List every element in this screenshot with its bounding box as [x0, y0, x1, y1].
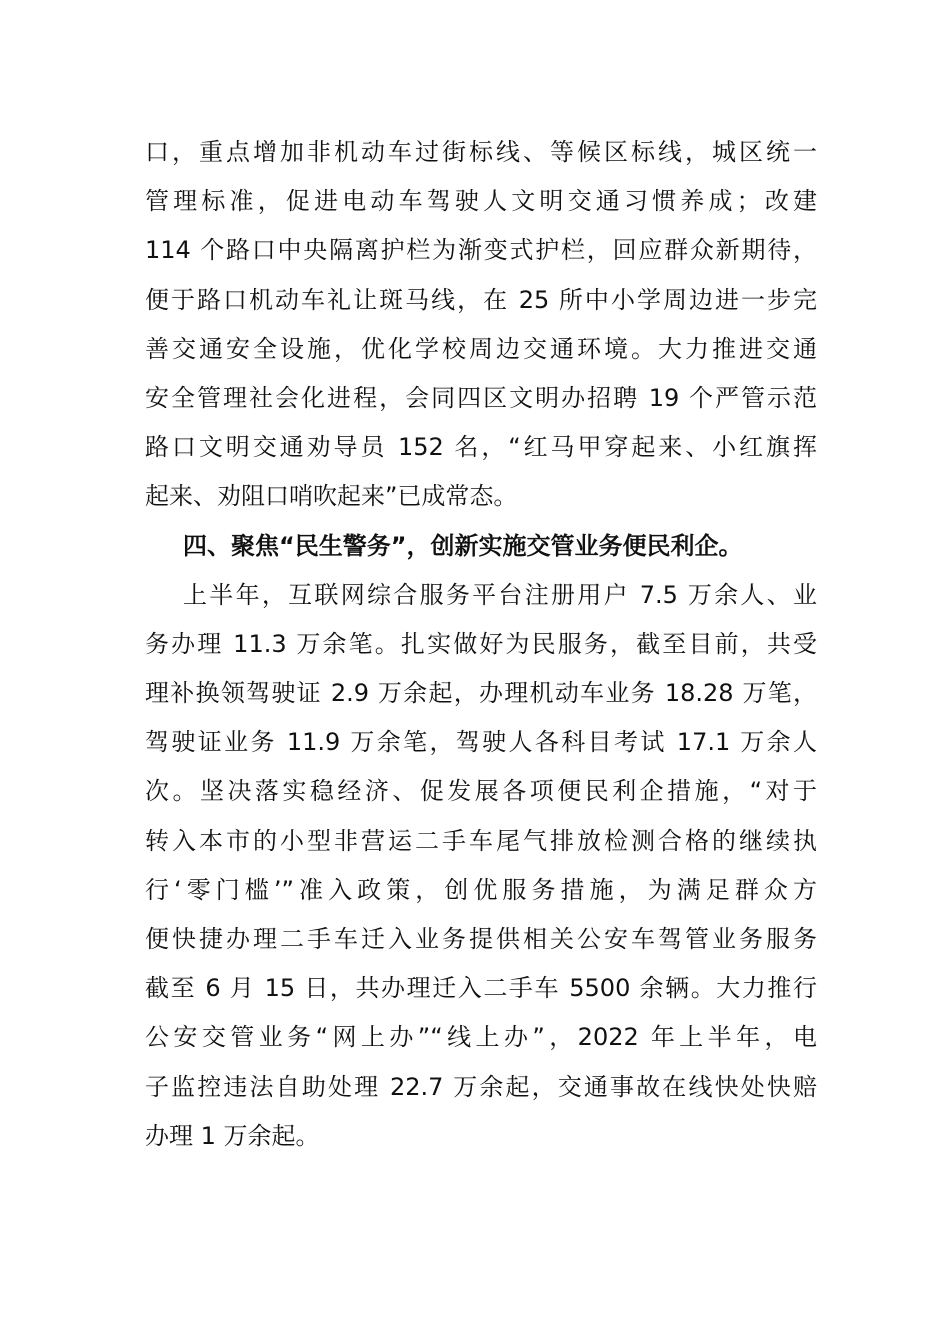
paragraph-line: 管理标准，促进电动车驾驶人文明交通习惯养成；改建: [145, 187, 817, 216]
paragraph-line: 驾驶证业务 11.9 万余笔，驾驶人各科目考试 17.1 万余人: [145, 728, 817, 757]
paragraph-line: 善交通安全设施，优化学校周边交通环境。大力推进交通: [145, 334, 817, 363]
paragraph-line: 便快捷办理二手车迁入业务提供相关公安车驾管业务服务: [145, 925, 817, 953]
paragraph-line: 起来、劝阻口哨吹起来”已成常态。: [145, 482, 518, 511]
paragraph-line: 办理 1 万余起。: [145, 1121, 320, 1150]
paragraph-line: 子监控违法自助处理 22.7 万余起，交通事故在线快处快赔: [145, 1072, 817, 1101]
paragraph-line: 114 个路口中央隔离护栏为渐变式护栏，回应群众新期待，: [145, 236, 817, 265]
paragraph-line: 口，重点增加非机动车过街标线、等候区标线，城区统一: [145, 138, 817, 166]
document-body: [145, 128, 817, 1161]
paragraph-line: 行‘零门槛’”准入政策，创优服务措施，为满足群众方: [145, 875, 817, 904]
paragraph-line: 理补换领驾驶证 2.9 万余起，办理机动车业务 18.28 万笔，: [145, 679, 817, 708]
paragraph-line: 安全管理社会化进程，会同四区文明办招聘 19 个严管示范: [145, 383, 817, 412]
paragraph-line: 次。坚决落实稳经济、促发展各项便民利企措施，“对于: [145, 777, 817, 806]
paragraph-continued: [145, 128, 817, 522]
section-heading: 四、聚焦“民生警务”，创新实施交管业务便民利企。: [183, 531, 743, 560]
paragraph-line: 路口文明交通劝导员 152 名，“红马甲穿起来、小红旗挥: [145, 433, 817, 462]
paragraph-line: 截至 6 月 15 日，共办理迁入二手车 5500 余辆。大力推行: [145, 974, 817, 1003]
paragraph-line: 上半年，互联网综合服务平台注册用户 7.5 万余人、业: [183, 580, 817, 609]
paragraph-line: 公安交管业务“网上办”“线上办”，2022 年上半年，电: [145, 1023, 817, 1052]
paragraph-line: 务办理 11.3 万余笔。扎实做好为民服务，截至目前，共受: [145, 629, 817, 658]
paragraph-section-4: [145, 571, 817, 1161]
paragraph-line: 转入本市的小型非营运二手车尾气排放检测合格的继续执: [145, 826, 817, 855]
paragraph-line: 便于路口机动车礼让斑马线，在 25 所中小学周边进一步完: [145, 285, 817, 314]
